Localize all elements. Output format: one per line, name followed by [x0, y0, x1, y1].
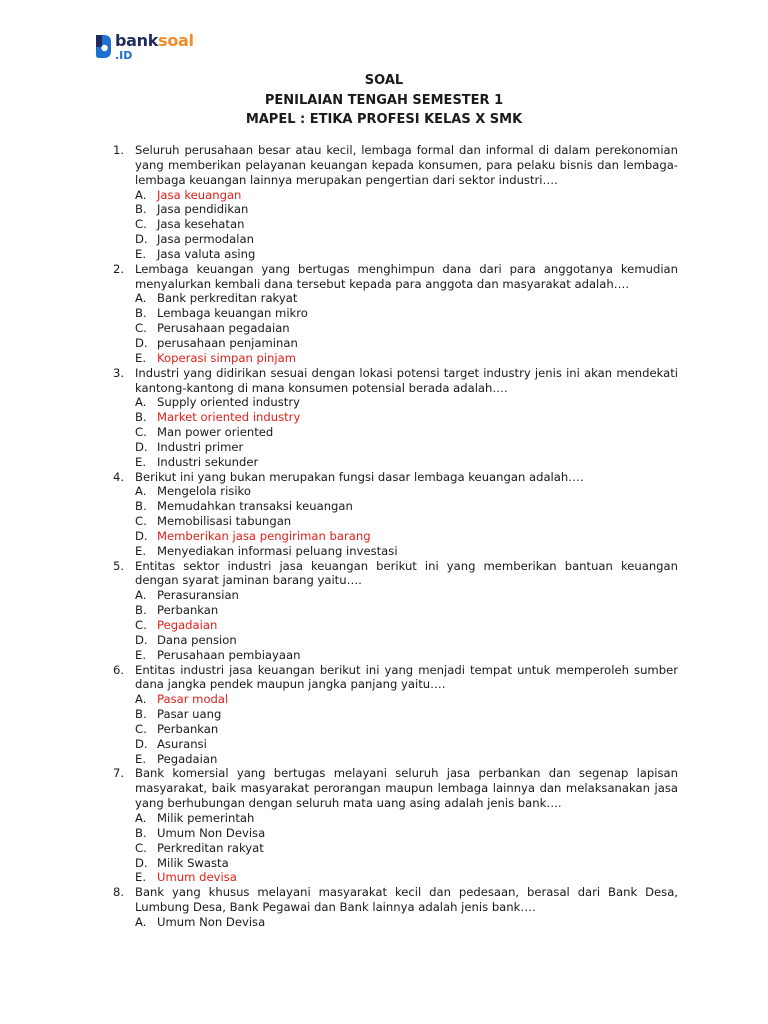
option-letter: A.	[135, 484, 147, 499]
question-item	[113, 663, 678, 767]
option-text: Perbankan	[157, 721, 219, 736]
option-text: Memudahkan transaksi keuangan	[157, 499, 353, 514]
option-letter: D.	[135, 232, 148, 247]
document-header	[0, 71, 768, 130]
option-letter: A.	[135, 187, 147, 202]
option-letter: C.	[135, 425, 147, 440]
option-letter: C.	[135, 217, 147, 232]
option-letter: D.	[135, 528, 148, 543]
option-text: Pegadaian	[157, 751, 218, 766]
option-text: Umum Non Devisa	[157, 825, 266, 840]
option-letter: B.	[135, 499, 147, 514]
option-text: Milik Swasta	[157, 855, 229, 870]
answer-option	[135, 737, 678, 752]
question-text: Bank yang khusus melayani masyarakat kecil dan pedesaan, berasal dari Bank Desa, Lumbung Desa, Bank Pegawai dan Bank lainnya adalah jenis bank….	[135, 885, 678, 915]
option-letter: C.	[135, 840, 147, 855]
option-text: Perkreditan rakyat	[157, 840, 264, 855]
option-letter: C.	[135, 618, 147, 632]
option-text: Menyediakan informasi peluang investasi	[157, 543, 398, 558]
option-text: Milik pemerintah	[157, 810, 255, 825]
option-text: Jasa valuta asing	[157, 246, 256, 261]
option-letter: A.	[135, 692, 147, 707]
answer-option	[135, 247, 678, 262]
question-number: 8.	[113, 885, 125, 900]
option-text: Umum Non Devisa	[157, 914, 266, 929]
answer-option-correct	[135, 351, 678, 366]
option-text: Mengelola risiko	[157, 484, 251, 499]
option-letter: C.	[135, 321, 147, 336]
option-letter: B.	[135, 603, 147, 618]
option-letter: B.	[135, 707, 147, 722]
option-text: Industri primer	[157, 439, 244, 454]
question-text: Seluruh perusahaan besar atau kecil, lembaga formal dan informal di dalam perekonomian yang memberikan pelayanan keuangan kepada konsumen, para pelaku bisnis dan lembaga-lembaga keuangan lainnya merupakan pengertian dari sektor industri….	[135, 143, 678, 187]
question-item	[113, 470, 678, 559]
question-number: 7.	[113, 766, 125, 781]
answer-option	[135, 484, 678, 499]
option-letter: E.	[135, 350, 147, 365]
answer-option-correct	[135, 188, 678, 203]
option-text: Perasuransian	[157, 588, 239, 603]
option-text: Pasar uang	[157, 707, 222, 722]
answer-option-correct	[135, 618, 678, 633]
option-text: Asuransi	[157, 736, 207, 751]
option-text: Jasa kesehatan	[157, 217, 245, 232]
option-letter: E.	[135, 647, 147, 662]
option-text: Jasa keuangan	[157, 187, 242, 202]
answer-option	[135, 336, 678, 351]
question-number: 4.	[113, 469, 125, 484]
banksoal-logo	[93, 30, 203, 64]
option-letter: C.	[135, 721, 147, 736]
question-text: Entitas industri jasa keuangan berikut ini yang menjadi tempat untuk memperoleh sumber dana jangka pendek maupun jangka panjang yaitu….	[135, 662, 678, 692]
option-text: Supply oriented industry	[157, 395, 300, 410]
option-text: Pasar modal	[157, 692, 229, 707]
option-letter: C.	[135, 514, 147, 529]
answer-option	[135, 232, 678, 247]
answer-option	[135, 826, 678, 841]
header-title: SOAL	[364, 73, 404, 88]
answer-option	[135, 856, 678, 871]
answer-option	[135, 306, 678, 321]
answer-option	[135, 752, 678, 767]
answer-option	[135, 425, 678, 440]
option-text: Memberikan jasa pengiriman barang	[157, 528, 371, 543]
answer-option	[135, 648, 678, 663]
option-text: Perusahaan pegadaian	[157, 321, 290, 336]
header-exam-name: PENILAIAN TENGAH SEMESTER 1	[264, 92, 504, 108]
option-text: Bank perkreditan rakyat	[157, 291, 298, 306]
question-text: Bank komersial yang bertugas melayani seluruh jasa perbankan dan segenap lapisan masyarakat, baik masyarakat perorangan maupun lembaga lainnya dan melaksanakan jasa yang berhubungan dengan seluruh mata uang asing adalah jenis bank….	[135, 766, 678, 811]
option-letter: B.	[135, 825, 147, 840]
option-letter: E.	[135, 751, 147, 766]
option-text: Market oriented industry	[157, 410, 301, 425]
answer-option	[135, 291, 678, 306]
option-text: Umum devisa	[157, 870, 237, 885]
answer-option	[135, 603, 678, 618]
option-letter: D.	[135, 439, 148, 454]
option-text: Pegadaian	[157, 618, 218, 632]
question-text: Lembaga keuangan yang bertugas menghimpun dana dari para anggotanya kemudian menyalurkan kembali dana tersebut kepada para anggota dan masyarakat adalah….	[135, 261, 678, 291]
banksoal-logo-icon	[93, 33, 113, 59]
answer-option-correct	[135, 410, 678, 425]
question-text: Berikut ini yang bukan merupakan fungsi dasar lembaga keuangan adalah….	[135, 469, 584, 484]
answer-option	[135, 395, 678, 410]
option-letter: D.	[135, 335, 148, 350]
option-text: Memobilisasi tabungan	[157, 514, 292, 529]
logo-tld: .ID	[115, 49, 133, 62]
option-letter: E.	[135, 870, 147, 885]
answer-option	[135, 633, 678, 648]
question-number: 1.	[113, 143, 125, 157]
question-number: 3.	[113, 365, 125, 380]
option-text: Lembaga keuangan mikro	[157, 306, 308, 321]
answer-option-correct	[135, 692, 678, 707]
option-letter: A.	[135, 810, 147, 825]
option-text: Perbankan	[157, 603, 219, 618]
question-number: 6.	[113, 662, 125, 677]
answer-option	[135, 707, 678, 722]
option-letter: A.	[135, 291, 147, 306]
answer-option-correct	[135, 529, 678, 544]
answer-option	[135, 588, 678, 603]
question-number: 5.	[113, 558, 125, 573]
option-letter: B.	[135, 306, 147, 321]
option-text: Jasa pendidikan	[157, 202, 249, 217]
question-item	[113, 885, 678, 930]
answer-option	[135, 321, 678, 336]
option-letter: E.	[135, 246, 147, 261]
answer-option	[135, 202, 678, 217]
question-item	[113, 559, 678, 663]
answer-option	[135, 499, 678, 514]
option-text: Jasa permodalan	[157, 232, 254, 247]
option-text: Dana pension	[157, 632, 237, 647]
question-item	[113, 766, 678, 885]
option-letter: E.	[135, 543, 147, 558]
answer-option	[135, 722, 678, 737]
logo-wordmark: banksoal	[115, 31, 194, 50]
answer-option	[135, 915, 678, 930]
option-letter: A.	[135, 914, 147, 929]
option-letter: D.	[135, 632, 148, 647]
option-letter: D.	[135, 736, 148, 751]
option-text: Koperasi simpan pinjam	[157, 350, 297, 365]
question-list	[113, 143, 678, 930]
option-text: Industri sekunder	[157, 454, 259, 469]
option-text: perusahaan penjaminan	[157, 335, 298, 350]
question-text: Entitas sektor industri jasa keuangan berikut ini yang memberikan bantuan keuangan dengan syarat jaminan barang yaitu….	[135, 558, 678, 588]
question-item	[113, 366, 678, 470]
question-text: Industri yang didirikan sesuai dengan lokasi potensi target industry jenis ini akan mendekati kantong-kantong di mana konsumen potensial berada adalah….	[135, 365, 678, 395]
answer-option	[135, 440, 678, 455]
option-letter: A.	[135, 588, 147, 603]
answer-option	[135, 514, 678, 529]
question-number: 2.	[113, 261, 125, 276]
option-text: Perusahaan pembiayaan	[157, 647, 301, 662]
answer-option-correct	[135, 870, 678, 885]
answer-option	[135, 544, 678, 559]
option-letter: B.	[135, 410, 147, 425]
answer-option	[135, 811, 678, 826]
answer-option	[135, 217, 678, 232]
question-item	[113, 262, 678, 366]
answer-option	[135, 455, 678, 470]
header-subject: MAPEL : ETIKA PROFESI KELAS X SMK	[245, 112, 523, 127]
question-item	[113, 143, 678, 262]
answer-option	[135, 841, 678, 856]
option-letter: E.	[135, 454, 147, 469]
option-letter: D.	[135, 855, 148, 870]
option-letter: B.	[135, 202, 147, 217]
option-text: Man power oriented	[157, 425, 274, 440]
option-letter: A.	[135, 395, 147, 410]
